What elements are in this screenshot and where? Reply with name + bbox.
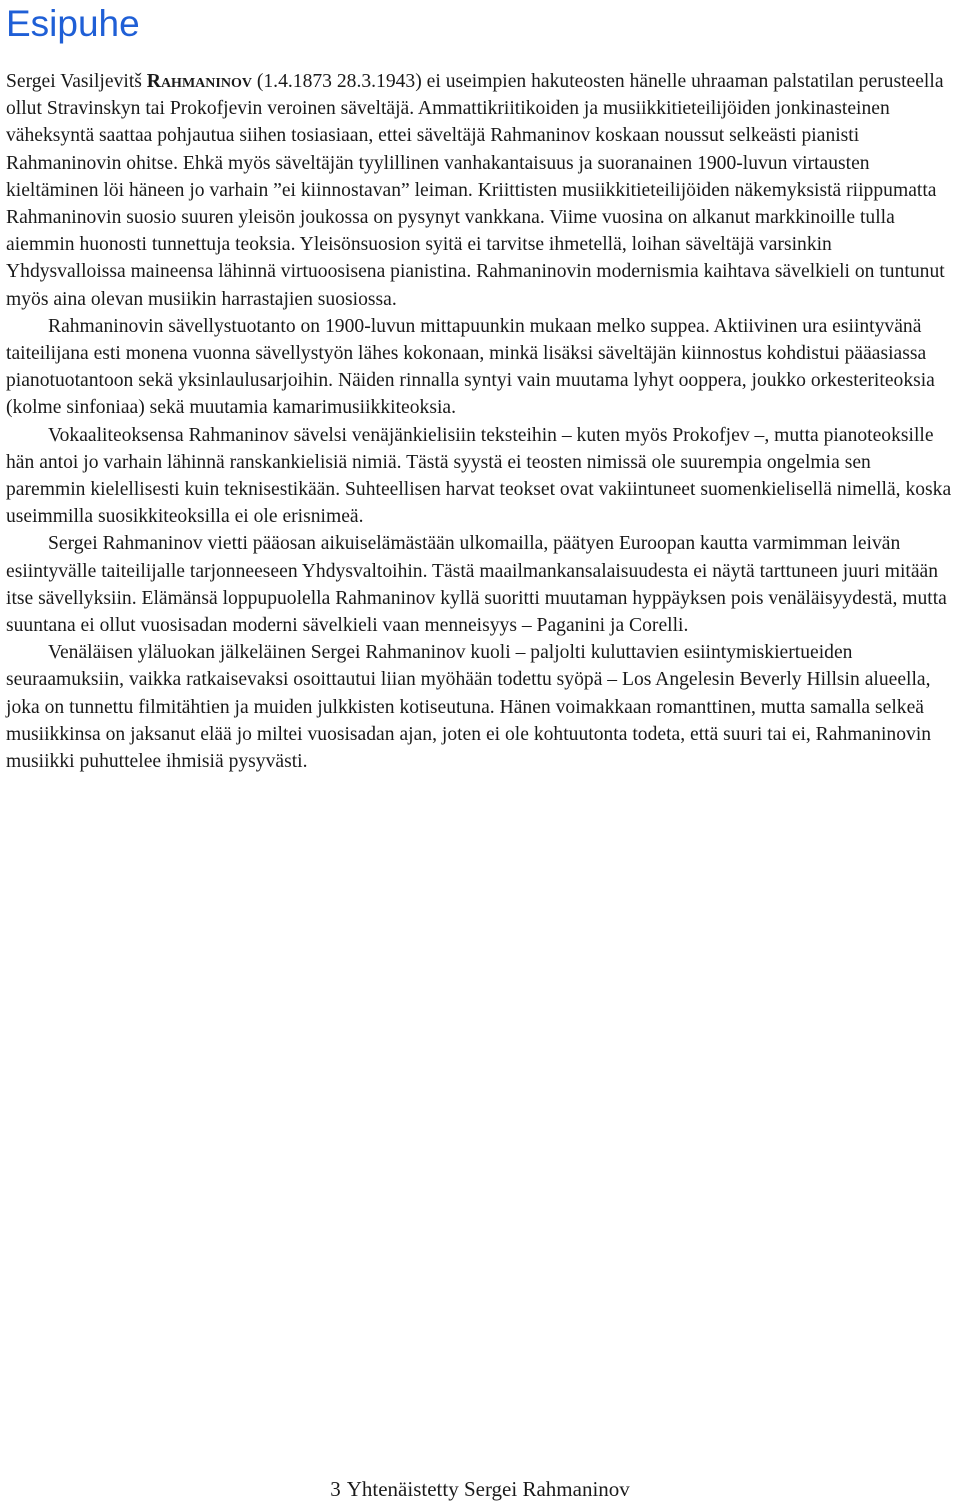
body-text [6, 68, 954, 775]
paragraph-2: Rahmaninovin sävellystuotanto on 1900-luvun mittapuunkin mukaan melko suppea. Aktiivinen ura esiintyvänä taiteilijana esti monena vuonna sävellystyön lähes kokonaan, minkä lisäksi säveltäjän kiinnostus kohdistui pääasiassa pianotuotantoon sekä yksinlaulusarjoihin. Näiden rinnalla syntyi vain muutama lyhyt ooppera, joukko orkesteriteoksia (kolme sinfoniaa) sekä muutamia kamarimusiikkiteoksia. [6, 315, 935, 419]
paragraph-3: Vokaaliteoksensa Rahmaninov sävelsi venäjänkielisiin teksteihin – kuten myös Prokofjev –, mutta pianoteoksille hän antoi jo varhain lähinnä ranskankielisiä nimiä. Tästä syystä ei teosten nimissä ole suurempia ongelmia sen paremmin kielellisesti kuin teknisestikään. Suhteellisen harvat teokset ovat vakiintuneet suomenkielisellä nimellä, koska useimmilla suosikkiteoksilla ei ole erisnimeä. [6, 424, 952, 528]
composer-first-names: Sergei Vasiljevitš [6, 71, 147, 92]
composer-surname: Rahmaninov [146, 71, 252, 92]
paragraph-1 [6, 68, 954, 313]
running-title: Yhtenäistetty Sergei Rahmaninov [346, 1477, 630, 1501]
page-number: 3 [330, 1477, 341, 1501]
paragraph-1-text: (1.4.1873 28.3.1943) ei useimpien hakuteosten hänelle uhraaman palstatilan perusteella ollut Stravinskyn tai Prokofjevin veroinen säveltäjä. Ammattikriitikoiden ja musiikkitieteilijöiden jonkinasteinen väheksyntä saattaa pohjautua siihen tosiasiaan, ettei säveltäjä Rahmaninov koskaan noussut selkeästi pianisti Rahmaninovin ohitse. Ehkä myös säveltäjän tyylillinen vanhakantaisuus ja suoranainen 1900-luvun virtausten kieltäminen löi häneen jo varhain ”ei kiinnostavan” leiman. Kriittisten musiikkitieteilijöiden näkemyksistä riippumatta Rahmaninovin suosio suuren yleisön joukossa on pysynyt vankkana. Viime vuosina on alkanut markkinoille tulla aiemmin huonosti tunnettuja teoksia. Yleisönsuosion syitä ei tarvitse ihmetellä, loihan säveltäjä varsinkin Yhdysvalloissa maineensa lähinnä virtuoosisena pianistina. Rahmaninovin modernismia kaihtava sävelkieli on tuntunut myös aina olevan musiikin harrastajien suosiossa. [6, 71, 945, 310]
page-footer [0, 1475, 960, 1503]
paragraph-5: Venäläisen yläluokan jälkeläinen Sergei Rahmaninov kuoli – paljolti kuluttavien esiintymiskiertueiden seuraamuksiin, vaikka ratkaisevaksi osoittautui liian myöhään todettu syöpä – Los Angelesin Beverly Hillsin alueella, joka on tunnettu filmitähtien ja muiden julkkisten kotiseutuna. Hänen voimakkaan romanttinen, mutta samalla selkeä musiikkinsa on jaksanut elää jo miltei vuosisadan ajan, joten ei ole kohtuutonta todeta, että suuri tai ei, Rahmaninovin musiikki puhuttelee ihmisiä pysyvästi. [6, 642, 932, 773]
page-heading: Esipuhe [6, 3, 140, 44]
paragraph-4: Sergei Rahmaninov vietti pääosan aikuiselämästään ulkomailla, päätyen Euroopan kautta varmimman leivän esiintyvälle taiteilijalle tarjonneeseen Yhdysvaltoihin. Tästä maailmankansalaisuudesta ei näytä tarttuneen juuri mitään itse sävellyksiin. Elämänsä loppupuolella Rahmaninov kyllä suoritti muutaman hyppäyksen pois venäläisyydestä, mutta suuntana ei ollut vuosisadan moderni sävelkieli vaan menneisyys – Paganini ja Corelli. [6, 533, 947, 637]
